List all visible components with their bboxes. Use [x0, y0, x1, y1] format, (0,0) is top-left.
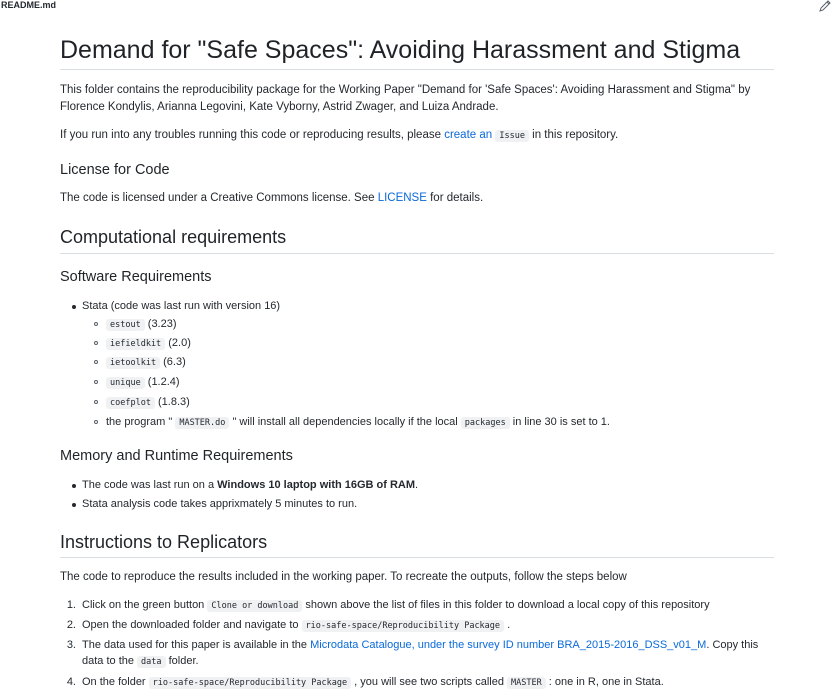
intro-line-1: This folder contains the reproducibility package for the Working Paper "Demand for 'Safe Spaces': Avoiding Harassment and Stigma" by	[60, 84, 751, 96]
microdata-catalogue-link[interactable]: Microdata Catalogue, under the survey ID number BRA_2015-2016_DSS_v01_M	[310, 639, 707, 651]
section-divider	[60, 557, 774, 558]
memory-heading: Memory and Runtime Requirements	[60, 448, 293, 464]
sub-bullet	[94, 360, 98, 364]
step-item: Click on the green button Clone or download shown above the list of files in this folder to download a local copy of this repository	[82, 599, 710, 611]
sub-bullet	[94, 420, 98, 424]
step-item: Open the downloaded folder and navigate to rio-safe-space/Reproducibility Package .	[82, 619, 511, 631]
instructions-intro: The code to reproduce the results included in the working paper. To recreate the outputs, follow the steps below	[60, 571, 627, 583]
sub-bullet	[94, 322, 98, 326]
step-number: 4.	[66, 676, 76, 688]
memory-item: The code was last run on a Windows 10 laptop with 16GB of RAM.	[82, 479, 419, 491]
pencil-icon[interactable]	[818, 0, 832, 13]
issue-code: Issue	[495, 130, 529, 142]
step-item: On the folder rio-safe-space/Reproducibility Package , you will see two scripts called MASTER : one in R, one in Stata.	[82, 676, 664, 688]
program-item: the program " MASTER.do " will install all dependencies locally if the local packages in line 30 is set to 1.	[106, 416, 610, 428]
page-title: Demand for "Safe Spaces": Avoiding Harassment and Stigma	[60, 36, 741, 64]
sub-bullet	[94, 400, 98, 404]
license-paragraph: The code is licensed under a Creative Commons license. See LICENSE for details.	[60, 192, 484, 204]
package-item: estout (3.23)	[106, 317, 177, 333]
file-header	[0, 0, 834, 14]
license-link[interactable]: LICENSE	[377, 192, 427, 204]
package-item: coefplot (1.8.3)	[106, 395, 190, 411]
step-number: 1.	[66, 599, 76, 611]
title-divider	[60, 69, 774, 70]
bullet	[72, 484, 76, 488]
step-number: 3.	[66, 639, 76, 651]
intro-line-2: Florence Kondylis, Arianna Legovini, Kate Vyborny, Astrid Zwager, and Luiza Andrade.	[60, 101, 499, 113]
section-divider	[60, 253, 774, 254]
bullet	[72, 503, 76, 507]
create-issue-link[interactable]: create an Issue	[444, 129, 529, 141]
step-item-continued: data to the data folder.	[82, 655, 199, 667]
package-item: iefieldkit (2.0)	[106, 336, 191, 352]
step-item: The data used for this paper is available in the Microdata Catalogue, under the survey ID number BRA_2015-2016_DSS_v01_M. Copy this	[82, 639, 759, 651]
license-heading: License for Code	[60, 162, 170, 178]
software-requirements-heading: Software Requirements	[60, 269, 212, 285]
troubles-paragraph: If you run into any troubles running this code or reproducing results, please create an Issue in this repository.	[60, 129, 619, 141]
bullet	[72, 305, 76, 309]
instructions-heading: Instructions to Replicators	[60, 532, 268, 552]
package-item: ietoolkit (6.3)	[106, 355, 186, 371]
sub-bullet	[94, 341, 98, 345]
sub-bullet	[94, 380, 98, 384]
file-name: README.md	[1, 0, 57, 10]
runtime-item: Stata analysis code takes apprixmately 5 minutes to run.	[82, 498, 358, 510]
computational-requirements-heading: Computational requirements	[60, 227, 287, 247]
package-item: unique (1.2.4)	[106, 375, 180, 391]
step-number: 2.	[66, 619, 76, 631]
stata-item: Stata (code was last run with version 16)	[82, 300, 281, 312]
